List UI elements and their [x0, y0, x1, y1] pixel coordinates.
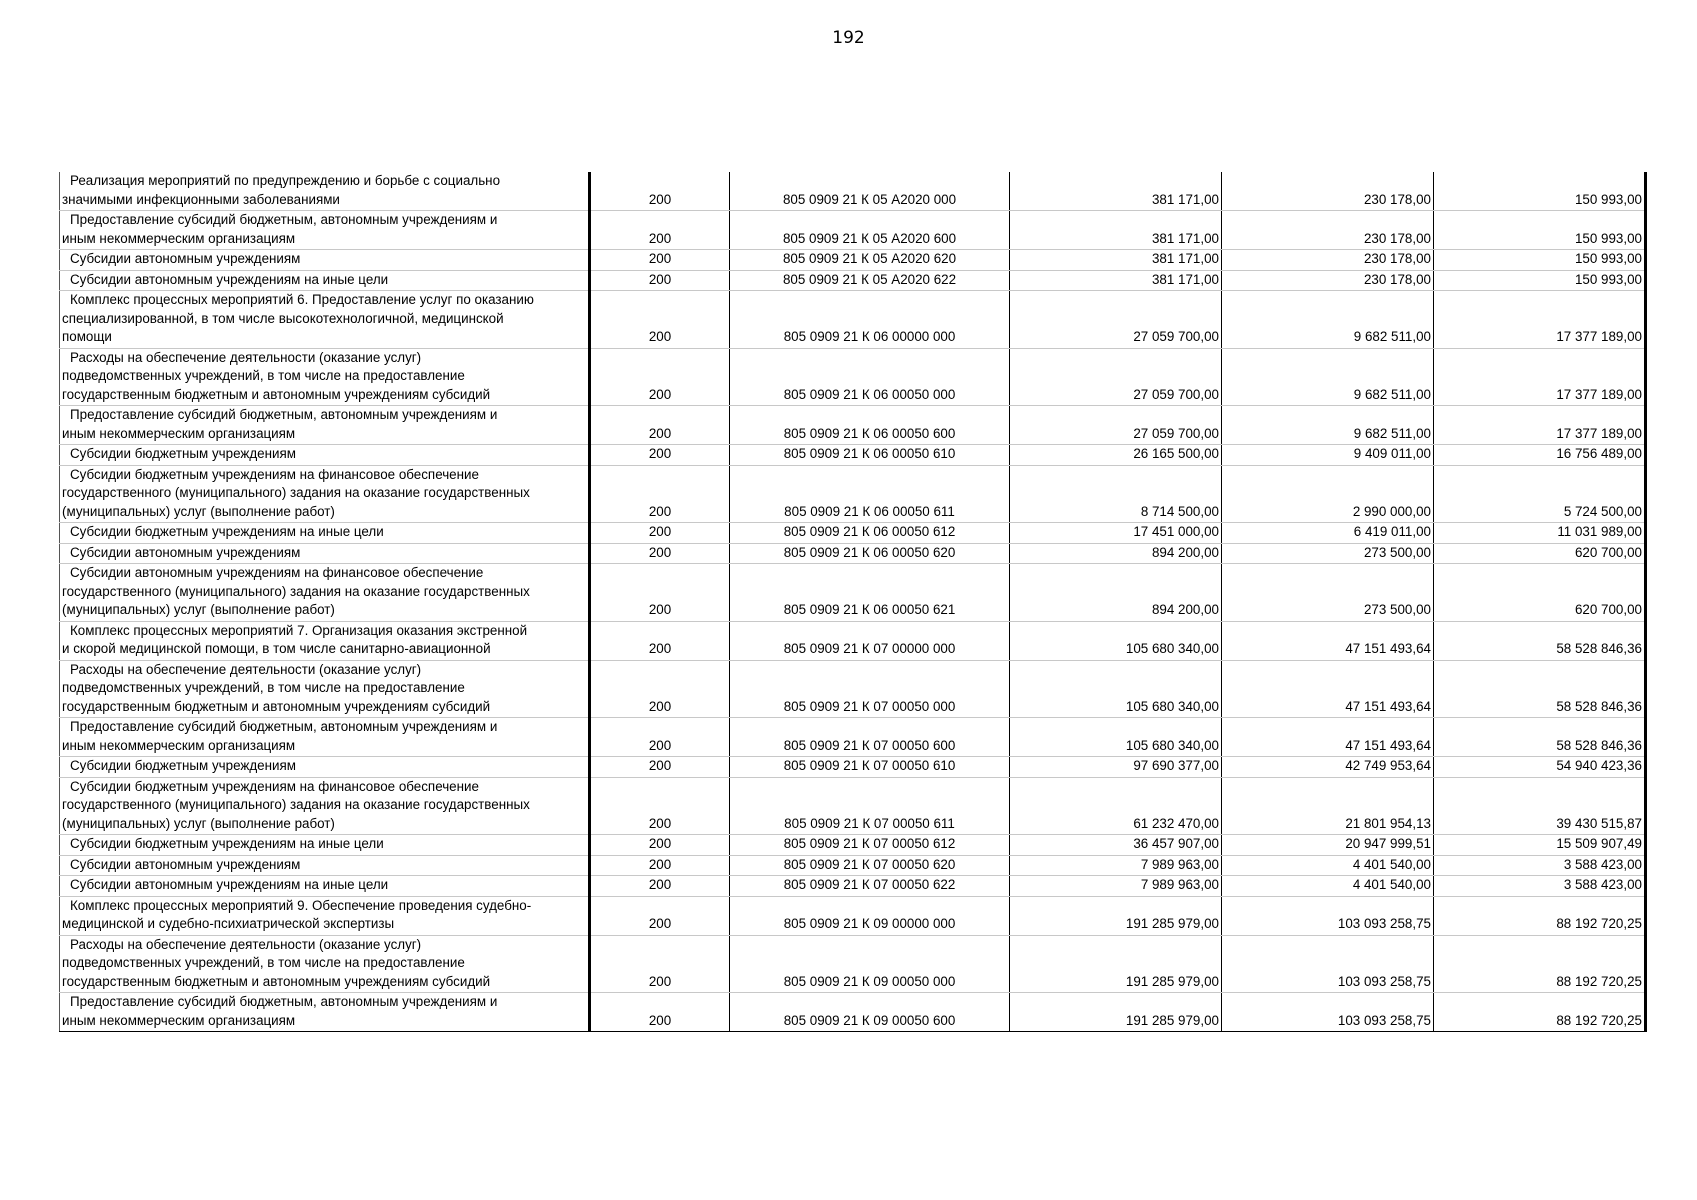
row-name-line: иным некоммерческим организациям — [62, 1012, 296, 1028]
row-value-1-cell: 191 285 979,00 — [1010, 935, 1222, 993]
table-row — [60, 564, 1646, 622]
row-name-line: государственного (муниципального) задания на оказание государственных — [62, 485, 530, 500]
row-name-line: государственным бюджетным и автономным учреждениям субсидий — [62, 698, 491, 714]
row-value-2-cell: 4 401 540,00 — [1222, 876, 1434, 897]
table-row — [60, 993, 1646, 1032]
row-kbk-cell: 805 0909 21 К 06 00050 611 — [730, 465, 1010, 523]
row-value-3-cell: 58 528 846,36 — [1434, 718, 1646, 757]
row-name-line: иным некоммерческим организациям — [62, 230, 296, 246]
row-code-cell: 200 — [590, 406, 730, 445]
row-code-cell: 200 — [590, 835, 730, 856]
row-name-line: (муниципальных) услуг (выполнение работ) — [62, 503, 335, 519]
row-kbk-cell: 805 0909 21 К 09 00050 600 — [730, 993, 1010, 1032]
row-name-line: Субсидии автономным учреждениям на иные цели — [70, 877, 389, 892]
row-name-line: Субсидии автономным учреждениям — [70, 251, 301, 266]
row-value-2-cell: 230 178,00 — [1222, 211, 1434, 250]
row-value-3-cell: 17 377 189,00 — [1434, 406, 1646, 445]
row-value-1-cell: 381 171,00 — [1010, 172, 1222, 211]
row-value-2-cell: 6 419 011,00 — [1222, 523, 1434, 544]
row-value-2-cell: 2 990 000,00 — [1222, 465, 1434, 523]
row-kbk-cell: 805 0909 21 К 07 00000 000 — [730, 621, 1010, 660]
row-name-line: Субсидии бюджетным учреждениям на финансовое обеспечение — [70, 778, 479, 794]
row-value-3-cell: 3 588 423,00 — [1434, 855, 1646, 876]
table-row — [60, 348, 1646, 406]
row-name-cell — [60, 406, 590, 445]
table-row — [60, 250, 1646, 271]
row-name-cell — [60, 621, 590, 660]
table-row — [60, 270, 1646, 291]
row-name-line: государственного (муниципального) задания на оказание государственных — [62, 583, 530, 599]
row-value-3-cell: 620 700,00 — [1434, 543, 1646, 564]
row-value-1-cell: 97 690 377,00 — [1010, 757, 1222, 778]
row-kbk-cell: 805 0909 21 К 07 00050 620 — [730, 855, 1010, 876]
row-value-1-cell: 7 989 963,00 — [1010, 855, 1222, 876]
row-value-3-cell: 58 528 846,36 — [1434, 621, 1646, 660]
row-name-line: Субсидии бюджетным учреждениям на иные цели — [70, 524, 384, 539]
row-name-line: Комплекс процессных мероприятий 9. Обеспечение проведения судебно- — [70, 897, 532, 913]
row-code-cell: 200 — [590, 172, 730, 211]
row-name-cell — [60, 896, 590, 935]
row-value-2-cell: 9 682 511,00 — [1222, 291, 1434, 349]
row-value-1-cell: 105 680 340,00 — [1010, 621, 1222, 660]
row-code-cell: 200 — [590, 211, 730, 250]
row-code-cell: 200 — [590, 291, 730, 349]
row-name-cell — [60, 935, 590, 993]
row-code-cell: 200 — [590, 935, 730, 993]
row-code-cell: 200 — [590, 621, 730, 660]
row-kbk-cell: 805 0909 21 К 09 00000 000 — [730, 896, 1010, 935]
row-code-cell: 200 — [590, 757, 730, 778]
row-name-line: Субсидии автономным учреждениям на финансовое обеспечение — [70, 565, 484, 580]
row-name-cell — [60, 855, 590, 876]
row-value-2-cell: 230 178,00 — [1222, 270, 1434, 291]
row-name-line: медицинской и судебно-психиатрической экспертизы — [62, 916, 395, 931]
row-name-line: иным некоммерческим организациям — [62, 425, 296, 441]
row-value-3-cell: 150 993,00 — [1434, 250, 1646, 271]
row-value-1-cell: 894 200,00 — [1010, 543, 1222, 564]
row-value-1-cell: 191 285 979,00 — [1010, 896, 1222, 935]
table-row — [60, 777, 1646, 835]
row-name-line: подведомственных учреждений, в том числе на предоставление — [62, 955, 465, 970]
row-value-2-cell: 273 500,00 — [1222, 543, 1434, 564]
row-name-line: Комплекс процессных мероприятий 6. Предоставление услуг по оказанию — [70, 292, 534, 307]
table-row — [60, 855, 1646, 876]
row-name-cell — [60, 250, 590, 271]
row-value-3-cell: 17 377 189,00 — [1434, 348, 1646, 406]
row-name-line: Субсидии бюджетным учреждениям — [70, 446, 296, 461]
row-kbk-cell: 805 0909 21 К 05 А2020 600 — [730, 211, 1010, 250]
row-name-line: Субсидии автономным учреждениям — [70, 856, 301, 872]
row-value-3-cell: 88 192 720,25 — [1434, 993, 1646, 1032]
row-value-1-cell: 105 680 340,00 — [1010, 718, 1222, 757]
row-name-line: государственным бюджетным и автономным учреждениям субсидий — [62, 973, 491, 989]
row-kbk-cell: 805 0909 21 К 06 00050 620 — [730, 543, 1010, 564]
row-value-3-cell: 5 724 500,00 — [1434, 465, 1646, 523]
row-code-cell: 200 — [590, 348, 730, 406]
row-name-cell — [60, 348, 590, 406]
row-code-cell: 200 — [590, 718, 730, 757]
table-row — [60, 757, 1646, 778]
row-name-cell — [60, 876, 590, 897]
row-kbk-cell: 805 0909 21 К 06 00050 610 — [730, 445, 1010, 466]
table-row — [60, 660, 1646, 718]
table-row — [60, 211, 1646, 250]
table-row — [60, 935, 1646, 993]
table-row — [60, 543, 1646, 564]
row-name-cell — [60, 211, 590, 250]
row-value-2-cell: 230 178,00 — [1222, 172, 1434, 211]
row-name-line: Комплекс процессных мероприятий 7. Организация оказания экстренной — [70, 622, 528, 638]
row-name-line: Предоставление субсидий бюджетным, автономным учреждениям и — [70, 212, 498, 227]
row-name-line: помощи — [62, 329, 112, 344]
row-value-3-cell: 17 377 189,00 — [1434, 291, 1646, 349]
row-name-cell — [60, 757, 590, 778]
row-name-line: (муниципальных) услуг (выполнение работ) — [62, 602, 335, 617]
row-name-line: Предоставление субсидий бюджетным, автономным учреждениям и — [70, 994, 498, 1009]
row-name-line: Реализация мероприятий по предупреждению и борьбе с социально — [70, 173, 501, 188]
row-name-cell — [60, 523, 590, 544]
row-value-3-cell: 150 993,00 — [1434, 172, 1646, 211]
row-kbk-cell: 805 0909 21 К 07 00050 610 — [730, 757, 1010, 778]
row-name-line: иным некоммерческим организациям — [62, 737, 296, 753]
row-name-line: Предоставление субсидий бюджетным, автономным учреждениям и — [70, 719, 498, 734]
row-value-1-cell: 27 059 700,00 — [1010, 291, 1222, 349]
row-value-2-cell: 21 801 954,13 — [1222, 777, 1434, 835]
row-value-3-cell: 150 993,00 — [1434, 211, 1646, 250]
row-value-3-cell: 3 588 423,00 — [1434, 876, 1646, 897]
row-value-2-cell: 47 151 493,64 — [1222, 718, 1434, 757]
row-code-cell: 200 — [590, 896, 730, 935]
row-value-2-cell: 103 093 258,75 — [1222, 993, 1434, 1032]
row-value-1-cell: 7 989 963,00 — [1010, 876, 1222, 897]
row-kbk-cell: 805 0909 21 К 06 00050 612 — [730, 523, 1010, 544]
row-kbk-cell: 805 0909 21 К 07 00050 000 — [730, 660, 1010, 718]
row-value-2-cell: 4 401 540,00 — [1222, 855, 1434, 876]
row-kbk-cell: 805 0909 21 К 06 00050 621 — [730, 564, 1010, 622]
row-value-1-cell: 61 232 470,00 — [1010, 777, 1222, 835]
table-row — [60, 406, 1646, 445]
row-value-2-cell: 9 409 011,00 — [1222, 445, 1434, 466]
row-code-cell: 200 — [590, 270, 730, 291]
row-value-1-cell: 17 451 000,00 — [1010, 523, 1222, 544]
row-kbk-cell: 805 0909 21 К 09 00050 000 — [730, 935, 1010, 993]
row-kbk-cell: 805 0909 21 К 07 00050 622 — [730, 876, 1010, 897]
row-code-cell: 200 — [590, 465, 730, 523]
row-name-cell — [60, 465, 590, 523]
row-code-cell: 200 — [590, 523, 730, 544]
table-row — [60, 718, 1646, 757]
row-code-cell: 200 — [590, 993, 730, 1032]
row-value-1-cell: 27 059 700,00 — [1010, 406, 1222, 445]
row-value-3-cell: 88 192 720,25 — [1434, 896, 1646, 935]
row-name-cell — [60, 777, 590, 835]
row-value-1-cell: 381 171,00 — [1010, 211, 1222, 250]
row-code-cell: 200 — [590, 564, 730, 622]
row-value-2-cell: 103 093 258,75 — [1222, 935, 1434, 993]
row-value-1-cell: 8 714 500,00 — [1010, 465, 1222, 523]
row-code-cell: 200 — [590, 855, 730, 876]
row-kbk-cell: 805 0909 21 К 06 00050 600 — [730, 406, 1010, 445]
row-name-cell — [60, 291, 590, 349]
row-name-line: Расходы на обеспечение деятельности (оказание услуг) — [70, 936, 422, 952]
row-name-cell — [60, 543, 590, 564]
row-name-cell — [60, 993, 590, 1032]
row-name-cell — [60, 445, 590, 466]
row-value-1-cell: 381 171,00 — [1010, 270, 1222, 291]
row-code-cell: 200 — [590, 250, 730, 271]
row-name-line: Субсидии автономным учреждениям на иные цели — [70, 271, 389, 287]
row-code-cell: 200 — [590, 660, 730, 718]
row-value-2-cell: 230 178,00 — [1222, 250, 1434, 271]
table-row — [60, 445, 1646, 466]
row-value-1-cell: 27 059 700,00 — [1010, 348, 1222, 406]
row-value-2-cell: 273 500,00 — [1222, 564, 1434, 622]
row-value-2-cell: 9 682 511,00 — [1222, 348, 1434, 406]
row-name-line: Субсидии автономным учреждениям — [70, 544, 301, 560]
row-value-3-cell: 11 031 989,00 — [1434, 523, 1646, 544]
row-name-line: Расходы на обеспечение деятельности (оказание услуг) — [70, 661, 422, 677]
row-kbk-cell: 805 0909 21 К 07 00050 600 — [730, 718, 1010, 757]
row-name-line: (муниципальных) услуг (выполнение работ) — [62, 815, 335, 831]
row-value-3-cell: 16 756 489,00 — [1434, 445, 1646, 466]
row-value-1-cell: 381 171,00 — [1010, 250, 1222, 271]
row-name-line: подведомственных учреждений, в том числе на предоставление — [62, 680, 465, 695]
budget-table — [59, 172, 1647, 1032]
row-name-line: Расходы на обеспечение деятельности (оказание услуг) — [70, 349, 422, 365]
row-value-1-cell: 191 285 979,00 — [1010, 993, 1222, 1032]
row-value-2-cell: 9 682 511,00 — [1222, 406, 1434, 445]
row-name-line: значимыми инфекционными заболеваниями — [62, 191, 340, 207]
row-kbk-cell: 805 0909 21 К 05 А2020 620 — [730, 250, 1010, 271]
table-row — [60, 876, 1646, 897]
row-name-line: Субсидии бюджетным учреждениям на иные цели — [70, 836, 384, 851]
table-row — [60, 896, 1646, 935]
row-value-1-cell: 26 165 500,00 — [1010, 445, 1222, 466]
row-code-cell: 200 — [590, 445, 730, 466]
row-name-cell — [60, 835, 590, 856]
row-code-cell: 200 — [590, 876, 730, 897]
row-kbk-cell: 805 0909 21 К 07 00050 612 — [730, 835, 1010, 856]
row-name-cell — [60, 660, 590, 718]
row-value-2-cell: 42 749 953,64 — [1222, 757, 1434, 778]
table-row — [60, 835, 1646, 856]
row-kbk-cell: 805 0909 21 К 06 00050 000 — [730, 348, 1010, 406]
row-name-cell — [60, 172, 590, 211]
row-name-line: государственного (муниципального) задания на оказание государственных — [62, 797, 530, 812]
table-row — [60, 172, 1646, 211]
row-name-cell — [60, 564, 590, 622]
row-value-3-cell: 54 940 423,36 — [1434, 757, 1646, 778]
row-value-3-cell: 58 528 846,36 — [1434, 660, 1646, 718]
row-value-2-cell: 103 093 258,75 — [1222, 896, 1434, 935]
row-kbk-cell: 805 0909 21 К 05 А2020 622 — [730, 270, 1010, 291]
row-name-cell — [60, 718, 590, 757]
row-name-line: подведомственных учреждений, в том числе на предоставление — [62, 368, 465, 383]
row-name-line: Субсидии бюджетным учреждениям — [70, 758, 296, 773]
table-row — [60, 523, 1646, 544]
row-code-cell: 200 — [590, 543, 730, 564]
row-value-1-cell: 36 457 907,00 — [1010, 835, 1222, 856]
row-value-2-cell: 20 947 999,51 — [1222, 835, 1434, 856]
table-body — [60, 172, 1646, 1032]
row-value-2-cell: 47 151 493,64 — [1222, 660, 1434, 718]
table-row — [60, 291, 1646, 349]
row-kbk-cell: 805 0909 21 К 05 А2020 000 — [730, 172, 1010, 211]
row-name-line: Предоставление субсидий бюджетным, автономным учреждениям и — [70, 407, 498, 422]
row-code-cell: 200 — [590, 777, 730, 835]
row-name-line: государственным бюджетным и автономным учреждениям субсидий — [62, 386, 491, 402]
row-value-2-cell: 47 151 493,64 — [1222, 621, 1434, 660]
table-row — [60, 465, 1646, 523]
row-kbk-cell: 805 0909 21 К 06 00000 000 — [730, 291, 1010, 349]
row-name-line: специализированной, в том числе высокотехнологичной, медицинской — [62, 310, 504, 326]
row-kbk-cell: 805 0909 21 К 07 00050 611 — [730, 777, 1010, 835]
page-number: 192 — [832, 28, 865, 48]
row-value-3-cell: 150 993,00 — [1434, 270, 1646, 291]
row-value-3-cell: 15 509 907,49 — [1434, 835, 1646, 856]
row-value-3-cell: 620 700,00 — [1434, 564, 1646, 622]
row-name-cell — [60, 270, 590, 291]
table-row — [60, 621, 1646, 660]
row-name-line: Субсидии бюджетным учреждениям на финансовое обеспечение — [70, 466, 479, 482]
row-value-1-cell: 894 200,00 — [1010, 564, 1222, 622]
row-value-1-cell: 105 680 340,00 — [1010, 660, 1222, 718]
row-value-3-cell: 39 430 515,87 — [1434, 777, 1646, 835]
row-name-line: и скорой медицинской помощи, в том числе санитарно-авиационной — [62, 641, 491, 656]
row-value-3-cell: 88 192 720,25 — [1434, 935, 1646, 993]
